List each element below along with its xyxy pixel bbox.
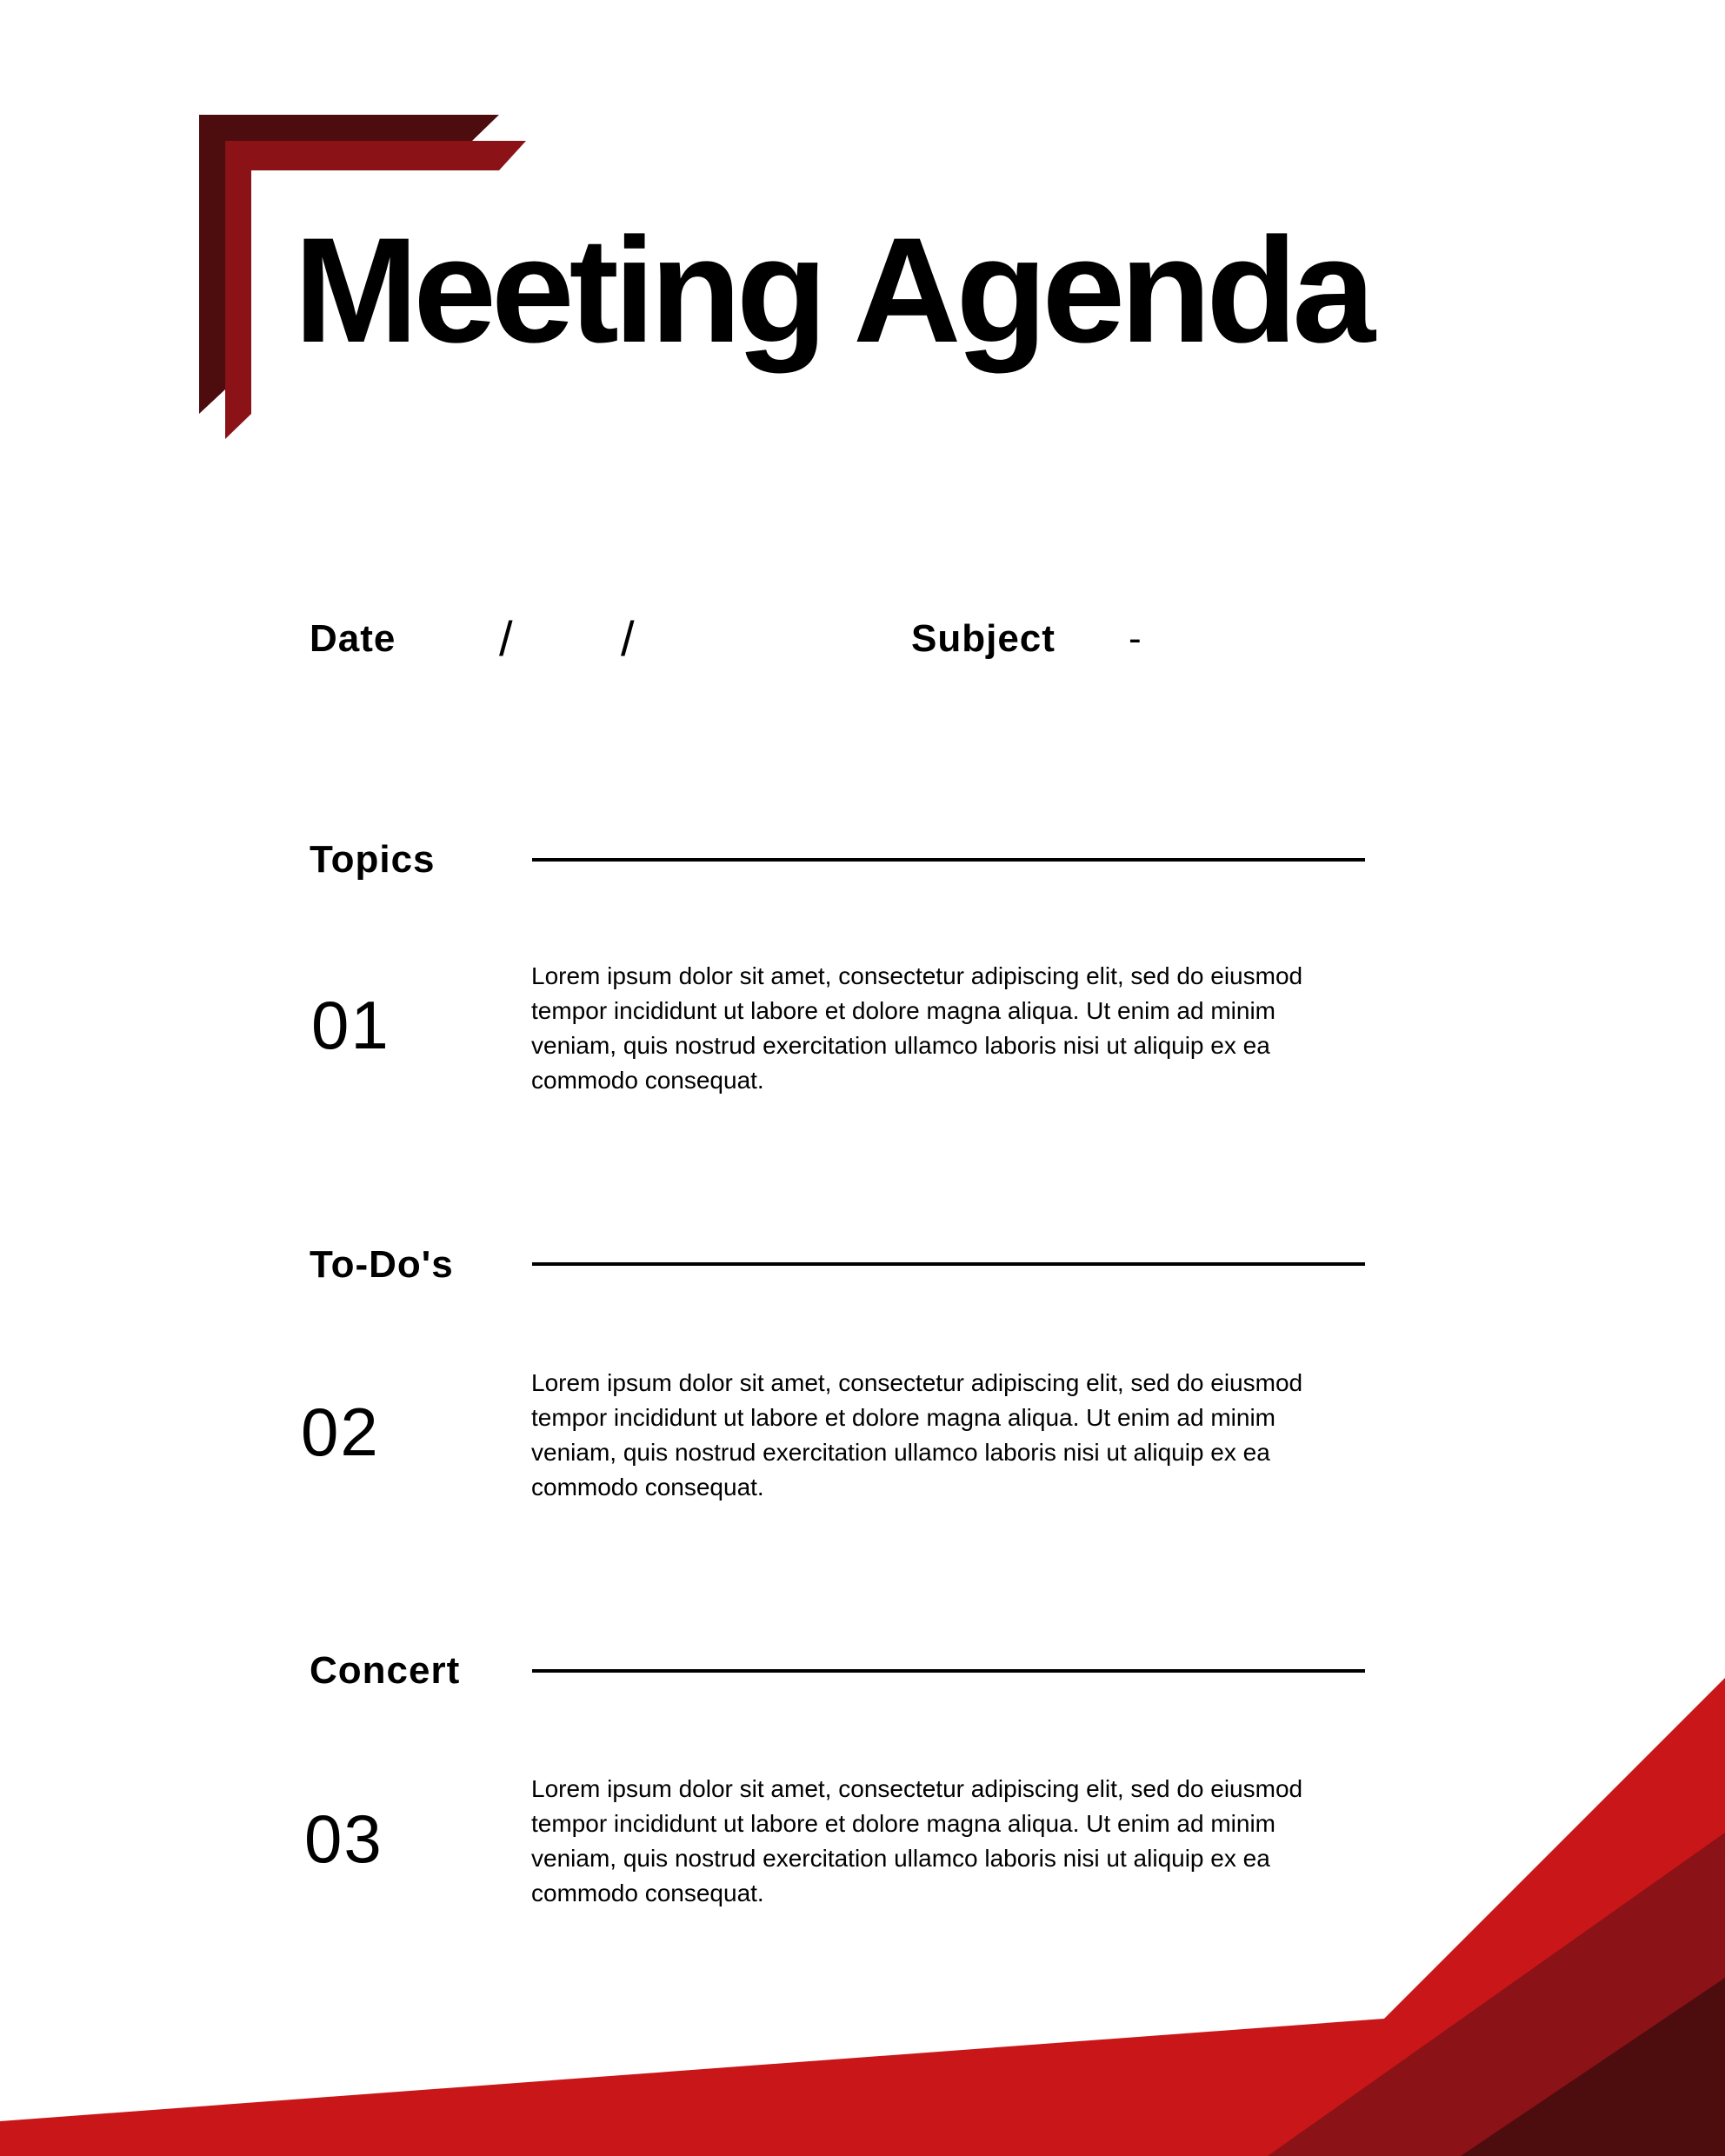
section-heading-topics: Topics [310, 838, 436, 881]
section-rule-topics [532, 858, 1365, 862]
section-body-topics: Lorem ipsum dolor sit amet, consectetur adipiscing elit, sed do eiusmod tempor incididunt ut labore et dolore magna aliqua. Ut enim ad minim veniam, quis nostrud exercitation ullamco laboris nisi ut aliquip ex ea commodo consequat. [531, 962, 1303, 1094]
date-label: Date [310, 617, 396, 660]
section-body-concert: Lorem ipsum dolor sit amet, consectetur adipiscing elit, sed do eiusmod tempor incididunt ut labore et dolore magna aliqua. Ut enim ad minim veniam, quis nostrud exercitation ullamco laboris nisi ut aliquip ex ea commodo consequat. [531, 1775, 1303, 1906]
section-heading-concert: Concert [310, 1649, 461, 1692]
section-body-todos: Lorem ipsum dolor sit amet, consectetur adipiscing elit, sed do eiusmod tempor incididunt ut labore et dolore magna aliqua. Ut enim ad minim veniam, quis nostrud exercitation ullamco laboris nisi ut aliquip ex ea commodo consequat. [531, 1369, 1303, 1501]
section-number-02: 02 [301, 1394, 380, 1470]
section-rule-todos [532, 1262, 1365, 1266]
date-separator-1: / [499, 611, 513, 666]
date-separator-2: / [621, 611, 635, 666]
page-title: Meeting Agenda [294, 207, 1370, 374]
section-rule-concert [532, 1669, 1365, 1673]
subject-separator: - [1129, 617, 1142, 660]
section-number-01: 01 [311, 987, 390, 1063]
subject-label: Subject [911, 617, 1056, 660]
section-number-03: 03 [304, 1800, 383, 1877]
section-heading-todos: To-Do's [310, 1243, 454, 1286]
